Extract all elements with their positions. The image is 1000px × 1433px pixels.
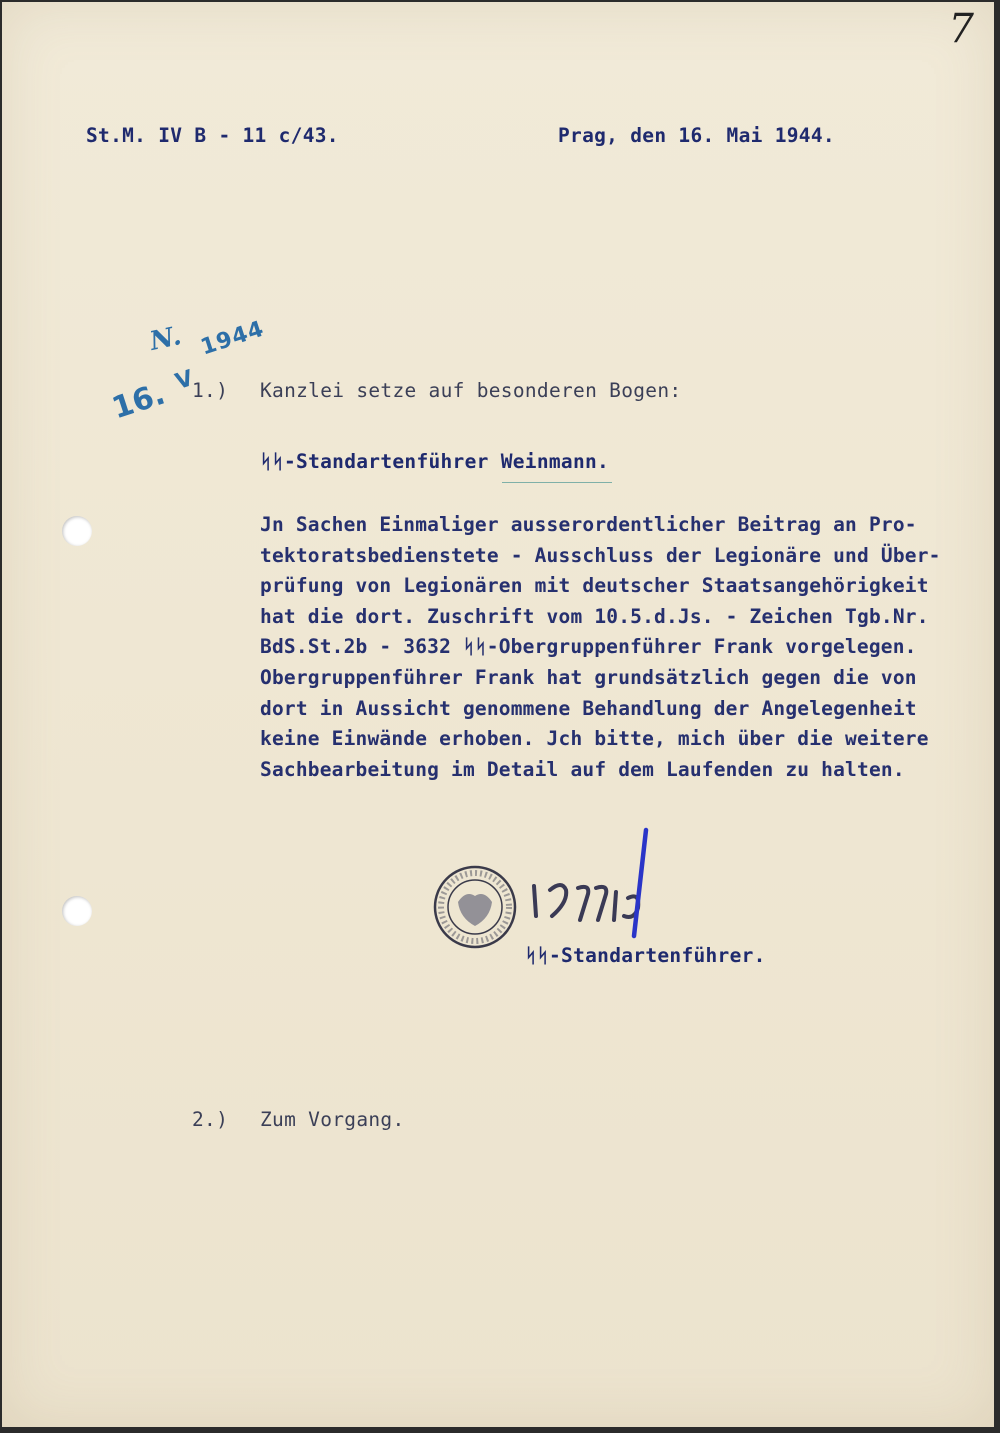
- body-line: tektoratsbedienstete - Ausschluss der Legionäre und Über-: [260, 543, 941, 567]
- official-seal: [420, 852, 530, 962]
- punch-hole-bottom: [62, 896, 92, 926]
- body-line: dort in Aussicht genommene Behandlung der Angelegenheit: [260, 696, 917, 720]
- signature-title: ᛋᛋ-Standartenführer.: [525, 944, 766, 967]
- place-date: Prag, den 16. Mai 1944.: [558, 124, 835, 147]
- item-1-text: Kanzlei setze auf besonderen Bogen:: [260, 379, 682, 402]
- addressee-underline: [502, 482, 612, 483]
- page-number: 7: [948, 6, 974, 52]
- body-line: Jn Sachen Einmaliger ausserordentlicher Beitrag an Pro-: [260, 513, 917, 536]
- body-line: keine Einwände erhoben. Jch bitte, mich über die weitere: [260, 727, 929, 751]
- stamp-month: V: [172, 365, 197, 396]
- reference-number: St.M. IV B - 11 c/43.: [86, 124, 339, 147]
- letter-body: [260, 510, 941, 785]
- punch-hole-top: [62, 516, 92, 546]
- body-line: Obergruppenführer Frank hat grundsätzlich gegen die von: [260, 665, 917, 689]
- item-1-number: 1.): [192, 379, 229, 402]
- item-2-number: 2.): [192, 1108, 229, 1131]
- body-line: BdS.St.2b - 3632 ᛋᛋ-Obergruppenführer Frank vorgelegen.: [260, 635, 917, 659]
- item-2-text: Zum Vorgang.: [260, 1108, 405, 1131]
- stamp-year: 1944: [197, 316, 268, 361]
- addressee: ᛋᛋ-Standartenführer Weinmann.: [260, 450, 610, 473]
- body-line: hat die dort. Zuschrift vom 10.5.d.Js. - Zeichen Tgb.Nr.: [260, 604, 929, 628]
- document-page: [2, 2, 994, 1427]
- body-line: prüfung von Legionären mit deutscher Staatsangehörigkeit: [260, 574, 929, 598]
- handwritten-signature-icon: [522, 824, 672, 954]
- stamp-initial: N.: [147, 321, 184, 357]
- body-line: Sachbearbeitung im Detail auf dem Laufenden zu halten.: [260, 757, 905, 781]
- stamp-day: 16.: [107, 376, 170, 427]
